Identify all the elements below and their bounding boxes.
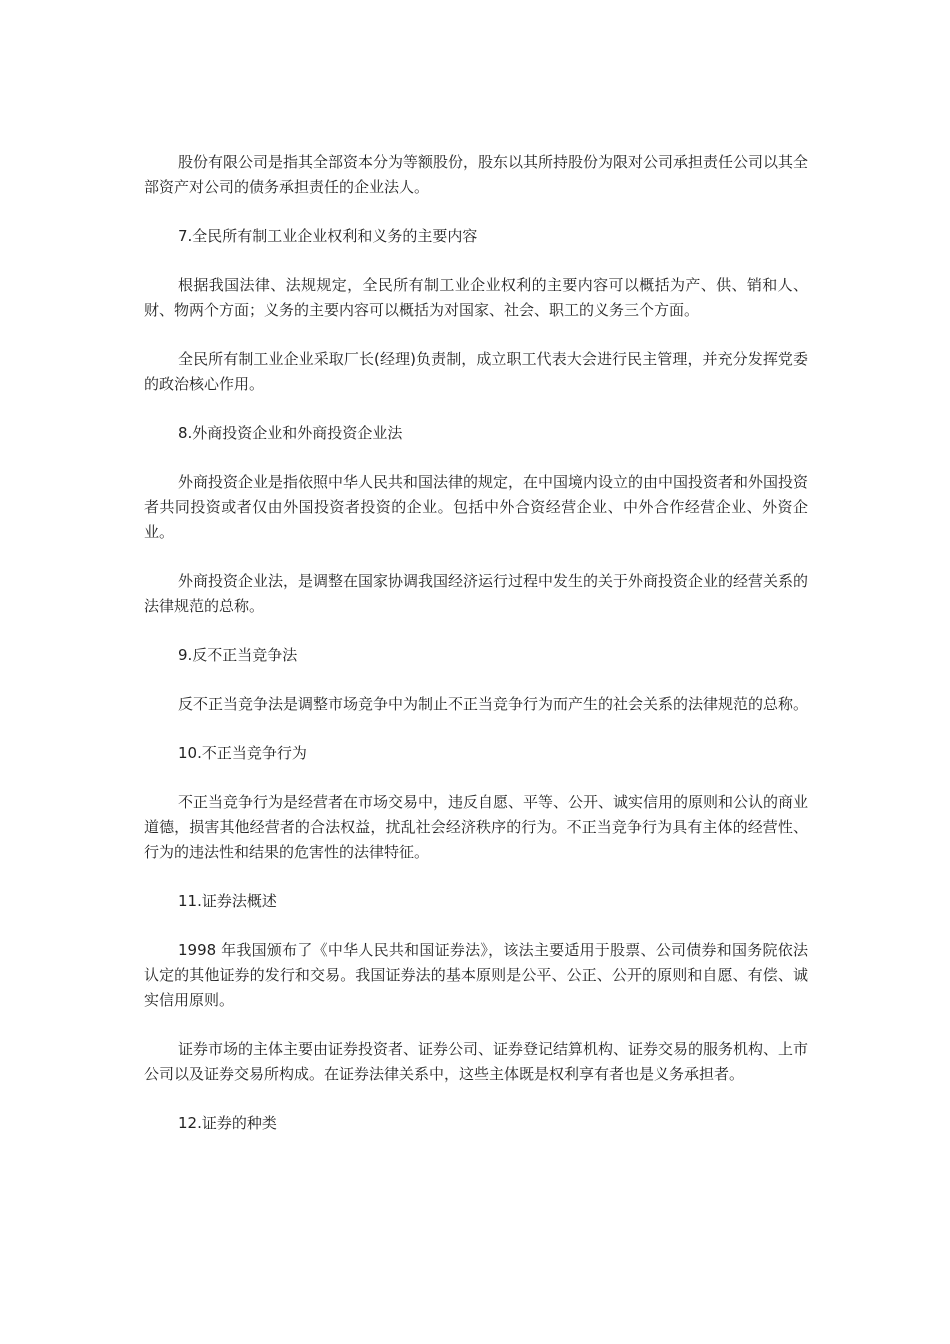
heading-section-11: 11.证券法概述 — [178, 892, 277, 910]
paragraph-securities-law-overview: 1998 年我国颁布了《中华人民共和国证券法》，该法主要适用于股票、公司债券和国务院依法认定的其他证券的发行和交易。我国证券法的基本原则是公平、公正、公开的原则和自愿、有偿、诚实信用原则。 — [144, 941, 808, 1009]
heading-section-9: 9.反不正当竞争法 — [178, 646, 298, 664]
paragraph-anti-unfair-competition-law: 反不正当竞争法是调整市场竞争中为制止不正当竞争行为而产生的社会关系的法律规范的总称。 — [178, 695, 809, 713]
paragraph-director-responsibility: 全民所有制工业企业采取厂长(经理)负责制，成立职工代表大会进行民主管理，并充分发挥党委的政治核心作用。 — [144, 350, 808, 393]
heading-section-8: 8.外商投资企业和外商投资企业法 — [178, 424, 403, 442]
heading-section-7: 7.全民所有制工业企业权利和义务的主要内容 — [178, 227, 478, 245]
heading-section-12: 12.证券的种类 — [178, 1114, 277, 1132]
paragraph-joint-stock-company: 股份有限公司是指其全部资本分为等额股份，股东以其所持股份为限对公司承担责任公司以其全部资产对公司的债务承担责任的企业法人。 — [144, 153, 809, 196]
paragraph-securities-market-subjects: 证券市场的主体主要由证券投资者、证券公司、证券登记结算机构、证券交易的服务机构、上市公司以及证券交易所构成。在证券法律关系中，这些主体既是权利享有者也是义务承担者。 — [144, 1040, 809, 1083]
paragraph-unfair-competition-behavior: 不正当竞争行为是经营者在市场交易中，违反自愿、平等、公开、诚实信用的原则和公认的商业道德，损害其他经营者的合法权益，扰乱社会经济秩序的行为。不正当竞争行为具有主体的经营性、行为的违法性和结果的危害性的法律特征。 — [144, 793, 809, 861]
heading-section-10: 10.不正当竞争行为 — [178, 744, 307, 762]
document-body — [144, 150, 808, 1160]
paragraph-enterprise-rights-duties: 根据我国法律、法规规定，全民所有制工业企业权利的主要内容可以概括为产、供、销和人、财、物两个方面；义务的主要内容可以概括为对国家、社会、职工的义务三个方面。 — [144, 276, 808, 319]
paragraph-foreign-investment-law: 外商投资企业法，是调整在国家协调我国经济运行过程中发生的关于外商投资企业的经营关系的法律规范的总称。 — [144, 572, 809, 615]
paragraph-foreign-invested-enterprise: 外商投资企业是指依照中华人民共和国法律的规定，在中国境内设立的由中国投资者和外国投资者共同投资或者仅由外国投资者投资的企业。包括中外合资经营企业、中外合作经营企业、外资企业。 — [144, 473, 809, 541]
